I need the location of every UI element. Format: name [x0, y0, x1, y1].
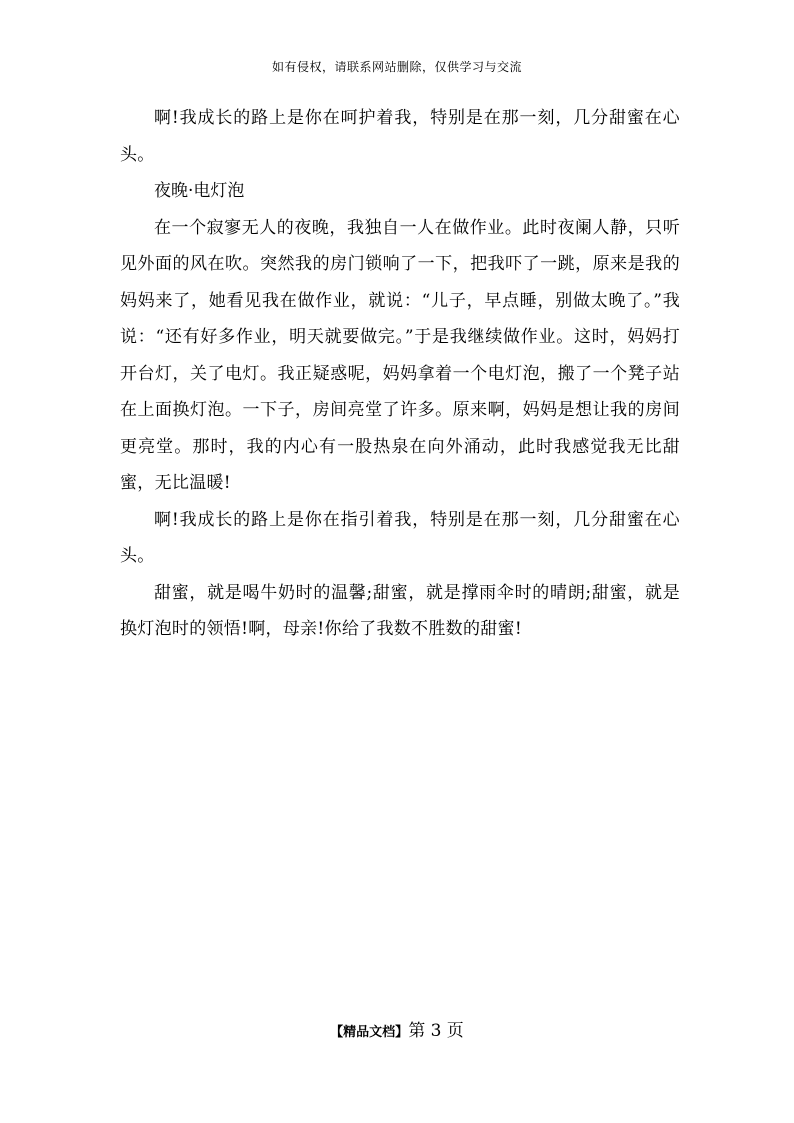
- page-header-notice: 如有侵权，请联系网站删除，仅供学习与交流: [271, 60, 522, 74]
- paragraph-3: 啊!我成长的路上是你在指引着我，特别是在那一刻，几分甜蜜在心头。: [120, 509, 680, 566]
- footer-tag: 【精品文档】: [330, 1025, 409, 1040]
- section-title: 夜晚·电灯泡: [154, 181, 245, 201]
- paragraph-4: 甜蜜，就是喝牛奶时的温馨;甜蜜，就是撑雨伞时的晴朗;甜蜜，就是换灯泡时的领悟!啊，母亲!你给了我数不胜数的甜蜜!: [120, 582, 680, 639]
- document-body: [120, 100, 680, 648]
- page-number: 第 3 页: [408, 1021, 464, 1041]
- page-footer: [0, 1016, 794, 1041]
- paragraph-1: 啊!我成长的路上是你在呵护着我，特别是在那一刻，几分甜蜜在心头。: [120, 108, 680, 165]
- paragraph-2: 在一个寂寥无人的夜晚，我独自一人在做作业。此时夜阑人静，只听见外面的风在吹。突然我的房门锁响了一下，把我吓了一跳，原来是我的妈妈来了，她看见我在做作业，就说：“儿子，早点睡，别做太晚了。”我说：“还有好多作业，明天就要做完。”于是我继续做作业。这时，妈妈打开台灯，关了电灯。我正疑惑呢，妈妈拿着一个电灯泡，搬了一个凳子站在上面换灯泡。一下子，房间亮堂了许多。原来啊，妈妈是想让我的房间更亮堂。那时，我的内心有一股热泉在向外涌动，此时我感觉我无比甜蜜，无比温暖!: [120, 217, 680, 493]
